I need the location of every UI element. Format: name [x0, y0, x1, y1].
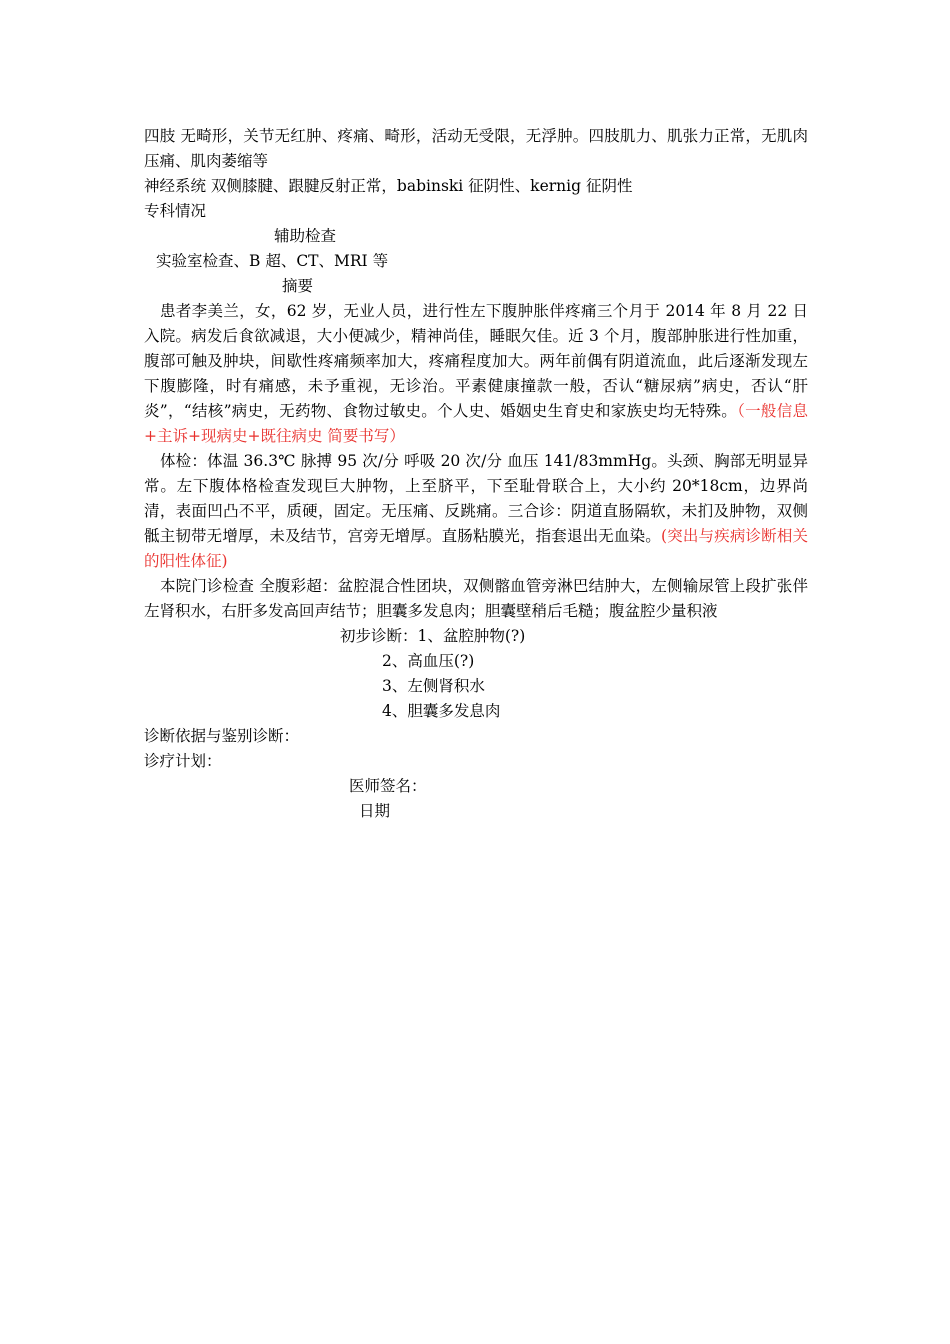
diagnosis-label: 初步诊断：: [340, 627, 418, 645]
summary-note: （一般信息+主诉+现病史+既往病史 简要书写）: [144, 402, 808, 445]
summary-text: 患者李美兰，女，62 岁，无业人员，进行性左下腹肿胀伴疼痛三个月于 2014 年 8 月 22 日入院。病发后食欲减退，大小便减少，精神尚佳，睡眠欠佳。近 3 个月，腹部肿胀进行性加重，腹部可触及肿块，间歇性疼痛频率加大，疼痛程度加大。两年前偶有阴道流血，此后逐渐发现左下腹膨隆，时有痛感，未予重视，无诊治。平素健康撞款一般，否认“糖尿病”病史，否认“肝炎”，“结核”病史，无药物、食物过敏史。个人史、婚姻史生育史和家族史均无特殊。: [144, 302, 808, 420]
diagnosis-line-1: [144, 624, 808, 649]
aux-exam-text: 实验室检查、B 超、CT、MRI 等: [156, 252, 389, 270]
neuro-exam: 神经系统 双侧膝腱、跟腱反射正常，babinski 征阴性、kernig 征阴性: [144, 177, 633, 195]
treatment-plan: 诊疗计划：: [144, 752, 222, 770]
limbs-exam: 四肢 无畸形，关节无红肿、疼痛、畸形，活动无受限，无浮肿。四肢肌力、肌张力正常，无肌肉压痛、肌肉萎缩等: [144, 127, 808, 170]
aux-exam-heading: 辅助检查: [274, 227, 337, 245]
document-body: [144, 124, 808, 824]
diagnosis-item: 2、高血压(?): [382, 652, 475, 670]
diagnosis-basis: 诊断依据与鉴别诊断：: [144, 727, 300, 745]
outpatient-exam: 本院门诊检查 全腹彩超：盆腔混合性团块，双侧髂血管旁淋巴结肿大，左侧输尿管上段扩张伴左肾积水，右肝多发高回声结节；胆囊多发息肉；胆囊壁稍后毛糙；腹盆腔少量积液: [144, 577, 808, 620]
diagnosis-item: 4、胆囊多发息肉: [382, 702, 501, 720]
summary-heading: 摘要: [282, 277, 314, 295]
physical-exam-paragraph: [144, 449, 808, 574]
diagnosis-item: 1、盆腔肿物(?): [417, 627, 526, 645]
physical-exam-text: 体检：体温 36.3℃ 脉搏 95 次/分 呼吸 20 次/分 血压 141/83mmHg。头颈、胸部无明显异常。左下腹体格检查发现巨大肿物，上至脐平，下至耻骨联合上，大小约 20*18cm，边界尚清，表面凹凸不平，质硬，固定。无压痛、反跳痛。三合诊：阴道直肠隔软，未扪及肿物，双侧骶主韧带无增厚，未及结节，宫旁无增厚。直肠粘膜光，指套退出无血染。: [144, 452, 808, 545]
summary-paragraph: [144, 299, 808, 449]
specialty-heading: 专科情况: [144, 202, 207, 220]
physician-signature: 医师签名：: [349, 777, 427, 795]
physical-exam-note: (突出与疾病诊断相关的阳性体征): [144, 527, 808, 570]
date-label: 日期: [359, 802, 391, 820]
diagnosis-item: 3、左侧肾积水: [382, 677, 485, 695]
